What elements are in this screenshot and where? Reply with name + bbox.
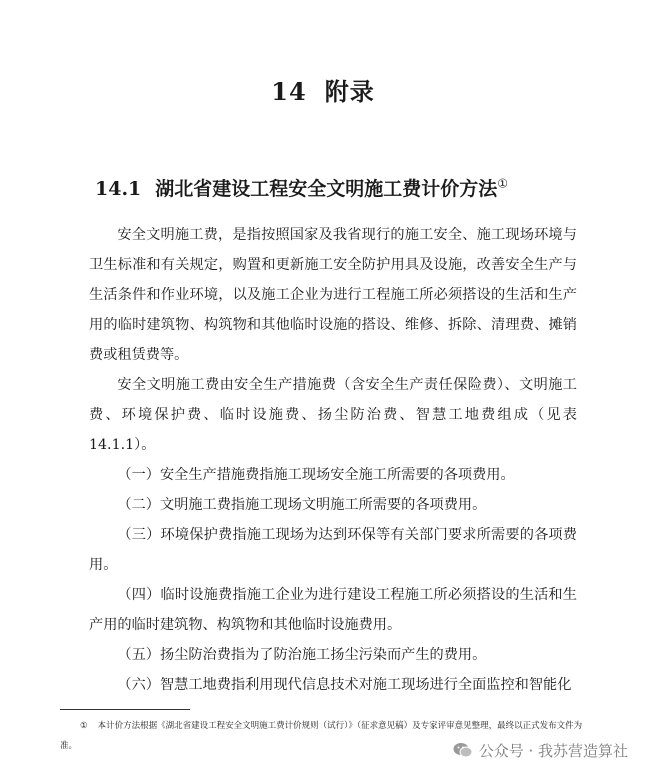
wechat-icon <box>453 742 473 759</box>
paragraph: （二）文明施工费指施工现场文明施工所需要的各项费用。 <box>117 497 487 513</box>
footnote-text: 本计价方法根据《湖北省建设工程安全文明施工费计价规则（试行）》（征求意见稿）及专家评审意见整理，最终以正式发布文件为准。 <box>60 721 583 751</box>
watermark <box>453 740 628 761</box>
paragraph: 安全文明施工费由安全生产措施费（含安全生产责任保险费）、文明施工费、环境保护费、临时设施费、扬尘防治费、智慧工地费组成（见表14.1.1）。 <box>89 377 577 453</box>
watermark-text: 公众号 · 我苏营造算社 <box>478 742 628 760</box>
chapter-name: 附录 <box>324 77 375 106</box>
chapter-number: 14 <box>271 77 307 106</box>
section-name: 湖北省建设工程安全文明施工费计价方法 <box>155 178 498 200</box>
paragraph: 安全文明施工费，是指按照国家及我省现行的施工安全、施工现场环境与卫生标准和有关规定，购置和更新施工安全防护用具及设施，改善安全生产与生活条件和作业环境，以及施工企业为进行工程施工所必须搭设的生活和生产用的临时建筑物、构筑物和其他临时设施的搭设、维修、拆除、清理费、摊销费或租赁费等。 <box>89 227 577 363</box>
paragraph: （三）环境保护费指施工现场为达到环保等有关部门要求所需要的各项费用。 <box>89 527 577 573</box>
paragraph: （四）临时设施费指施工企业为进行建设工程施工所必须搭设的生活和生产用的临时建筑物、构筑物和其他临时设施费用。 <box>89 587 577 633</box>
footnote-divider <box>60 709 190 710</box>
section-number: 14.1 <box>95 178 142 200</box>
footnote-mark: ① <box>80 721 88 731</box>
chapter-title <box>0 72 646 107</box>
paragraph: （五）扬尘防治费指为了防治施工扬尘污染而产生的费用。 <box>117 647 487 663</box>
footnote-ref[interactable]: ① <box>497 176 509 191</box>
paragraph: （一）安全生产措施费指施工现场安全施工所需要的各项费用。 <box>117 467 515 483</box>
paragraph: （六）智慧工地费指利用现代信息技术对施工现场进行全面监控和智能化 <box>117 677 572 693</box>
section-title <box>95 174 508 201</box>
body-text <box>89 220 577 700</box>
